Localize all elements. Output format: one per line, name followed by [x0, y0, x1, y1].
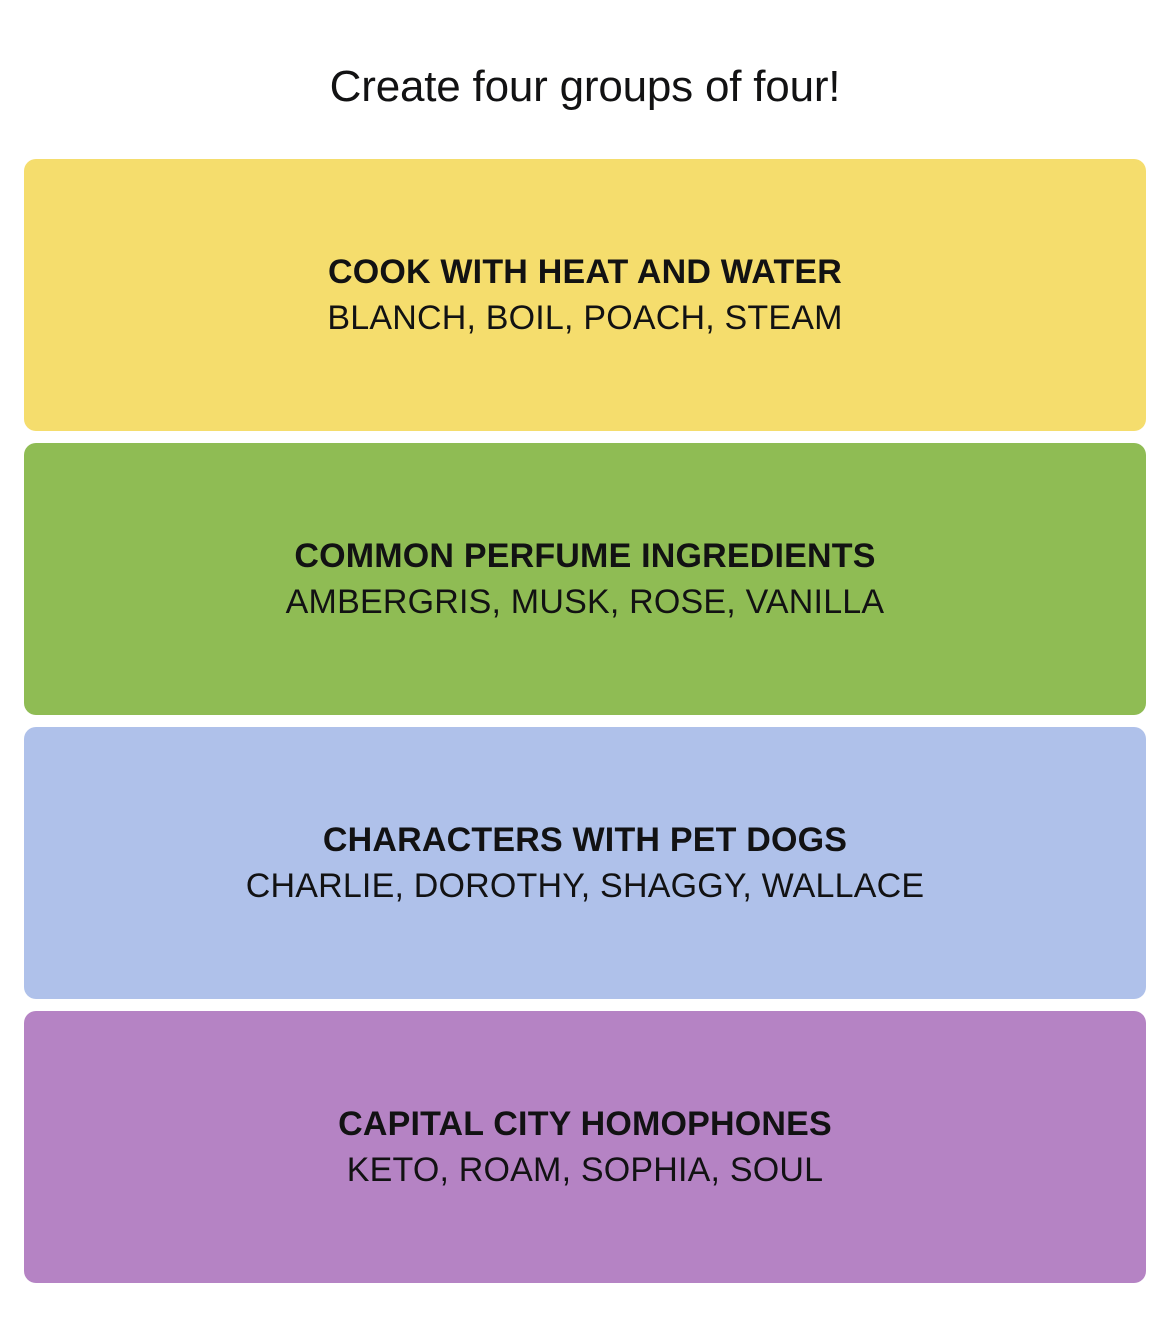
group-members: BLANCH, BOIL, POACH, STEAM — [327, 298, 843, 337]
group-title: CHARACTERS WITH PET DOGS — [322, 821, 848, 860]
group-title: COMMON PERFUME INGREDIENTS — [294, 537, 876, 576]
group-row-capital-city-homophones[interactable] — [24, 1011, 1146, 1283]
page-title: Create four groups of four! — [329, 62, 841, 111]
group-members: AMBERGRIS, MUSK, ROSE, VANILLA — [285, 582, 885, 621]
group-row-common-perfume-ingredients[interactable] — [24, 443, 1146, 715]
group-title: COOK WITH HEAT AND WATER — [327, 253, 843, 292]
group-list — [24, 159, 1146, 1283]
group-members: CHARLIE, DOROTHY, SHAGGY, WALLACE — [245, 866, 925, 905]
group-title: CAPITAL CITY HOMOPHONES — [338, 1105, 832, 1144]
group-members: KETO, ROAM, SOPHIA, SOUL — [346, 1150, 824, 1189]
group-row-characters-with-pet-dogs[interactable] — [24, 727, 1146, 999]
group-row-cook-with-heat-and-water[interactable] — [24, 159, 1146, 431]
